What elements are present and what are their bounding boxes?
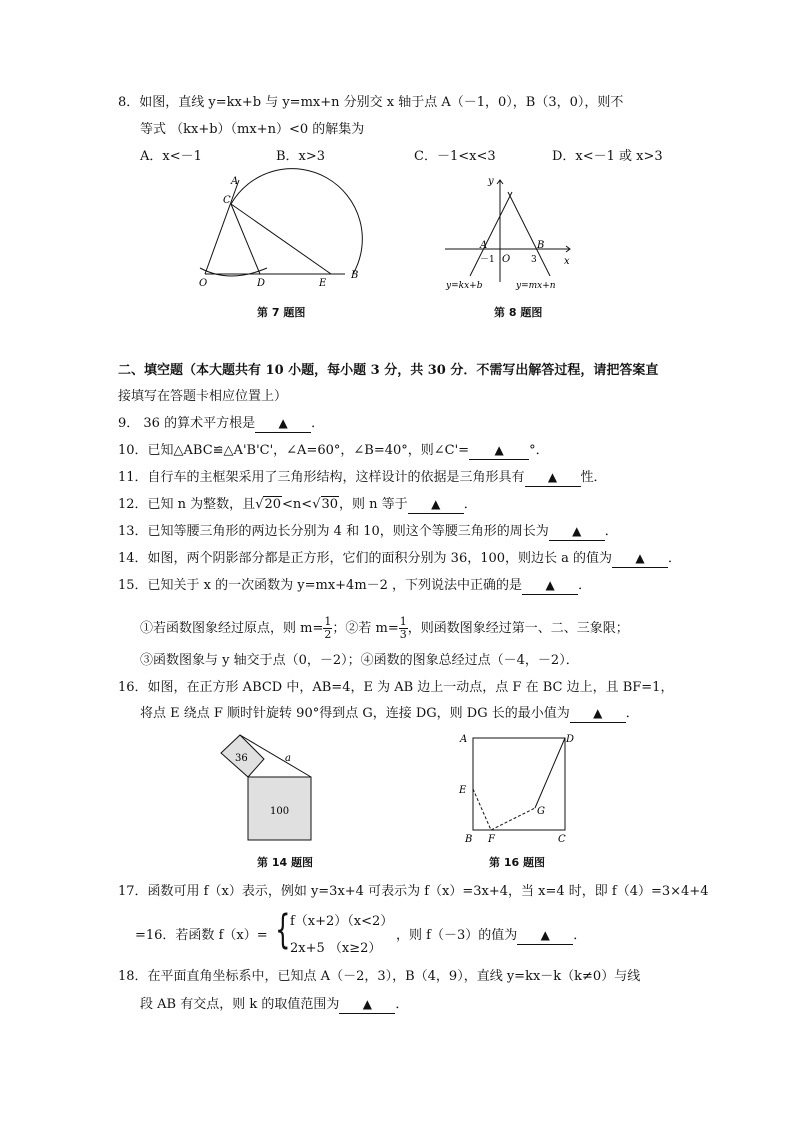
fig14-label-a: a [285, 753, 291, 764]
fig8-label-line2: y=mx+n [516, 281, 556, 291]
fig8-label-a: A [480, 240, 488, 251]
q17-answer-blank[interactable]: ▲ [517, 927, 573, 945]
section2-line1: 二、填空题（本大题共有 10 小题，每小题 3 分，共 30 分．不需写出解答过程，请把答案直 [118, 363, 659, 378]
q8-line2: 等式 （kx+b）（mx+n）<0 的解集为 [140, 122, 365, 137]
fig16-label-a: A [460, 734, 468, 745]
figure-16 [452, 728, 587, 848]
q8-line1: 8．如图，直线 y=kx+b 与 y=mx+n 分别交 x 轴于点 A（－1，0），B（3，0），则不 [118, 95, 624, 110]
fig7-arc-large [231, 169, 362, 274]
q14: 14．如图，两个阴影部分都是正方形，它们的面积分别为 36，100，则边长 a 的值为 ▲ ． [118, 551, 682, 566]
q10-answer-blank[interactable]: ▲ [469, 442, 529, 460]
q9: 9． 36 的算术平方根是 ▲ ． [118, 416, 325, 431]
fig16-label-e: E [459, 785, 467, 796]
fig8-label-neg1: －1 [480, 255, 495, 265]
q16-answer-blank[interactable]: ▲ [570, 705, 626, 723]
fig16-line-dg [535, 738, 565, 808]
fig7-line-oa [205, 180, 239, 274]
fig8-label-y: y [488, 176, 494, 187]
fig8-label-line1: y=kx+b [446, 281, 483, 291]
fig7-caption: 第 7 题图 [257, 306, 306, 319]
figure-7 [195, 172, 370, 292]
fig16-label-f: F [488, 834, 495, 845]
figure-14 [215, 730, 325, 845]
q15-statements-1: ①若函数图象经过原点，则 m= $\frac{1}{2}$ ；②若 m= $\frac{1}{3}$ ，则函数图象经过第一、二、三象限； [140, 615, 629, 641]
fig16-label-c: C [558, 834, 566, 845]
q16-line1: 16．如图，在正方形 ABCD 中，AB=4，E 为 AB 边上一动点，点 F 在 BC 边上，且 BF=1， [118, 680, 674, 695]
q8-option-c: C．－1<x<3 [414, 149, 496, 164]
q15-answer-blank[interactable]: ▲ [522, 577, 578, 595]
fig14-label-100: 100 [270, 806, 290, 817]
fig14-caption: 第 14 题图 [257, 856, 313, 869]
q18-line1: 18．在平面直角坐标系中，已知点 A（－2，3），B（4，9），直线 y=kx－k（k≠0）与线 [118, 969, 641, 984]
q17-pre: =16．若函数 f（x）= [135, 928, 268, 943]
q17-case2: 2x+5 （x≥2） [290, 941, 382, 956]
q15-statements-2: ③函数图象与 y 轴交于点（0，－2）；④函数的图象总经过点（－4，－2）． [140, 653, 579, 668]
q8-option-b: B．x>3 [276, 149, 326, 164]
q13-answer-blank[interactable]: ▲ [549, 523, 605, 541]
q8-option-a: A．x<－1 [140, 149, 202, 164]
q15: 15．已知关于 x 的一次函数为 y=mx+4m－2 ，下列说法中正确的是 ▲ ． [118, 578, 592, 593]
q13: 13．已知等腰三角形的两边长分别为 4 和 10，则这个等腰三角形的周长为 ▲ ． [118, 524, 618, 539]
fig8-line-mx-n [508, 192, 550, 276]
fig16-dashed-efg [473, 789, 535, 830]
fig16-caption: 第 16 题图 [489, 856, 545, 869]
fig16-label-d: D [566, 734, 575, 745]
q10: 10．已知△ABC≌△A'B'C'，∠A=60°，∠B=40°，则∠C'= ▲ °． [118, 443, 549, 458]
q18-answer-blank[interactable]: ▲ [339, 996, 395, 1014]
q17-post: ，则 f（－3）的值为 ▲ ． [396, 928, 587, 943]
q17-line1: 17．函数可用 f（x）表示，例如 y=3x+4 可表示为 f（x）=3x+4，当 x=4 时，即 f（4）=3×4+4 [118, 884, 709, 899]
q12: 12．已知 n 为整数，且√20<n<√30，则 n 等于 ▲ ． [118, 497, 477, 512]
fig16-label-b: B [465, 834, 473, 845]
fig7-label-a: A [231, 176, 239, 187]
fig14-label-36: 36 [235, 753, 248, 764]
q16-line2: 将点 E 绕点 F 顺时针旋转 90°得到点 G，连接 DG，则 DG 长的最小值为 ▲ ． [140, 706, 639, 721]
q11-answer-blank[interactable]: ▲ [525, 469, 581, 487]
section2-line2: 接填写在答题卡相应位置上） [118, 389, 288, 404]
fig7-label-e: E [319, 278, 327, 289]
fig8-label-3: 3 [531, 255, 537, 265]
q14-answer-blank[interactable]: ▲ [612, 550, 668, 568]
q18-line2: 段 AB 有交点，则 k 的取值范围为 ▲ ． [140, 997, 409, 1012]
fig7-label-o: O [199, 278, 208, 289]
q9-answer-blank[interactable]: ▲ [255, 415, 311, 433]
q11: 11．自行车的主框架采用了三角形结构，这样设计的依据是三角形具有 ▲ 性． [118, 470, 607, 485]
fig8-label-x: x [564, 256, 570, 267]
q17-brace: { [275, 907, 291, 953]
fig8-label-o: O [502, 254, 511, 265]
fig7-arc-small [200, 268, 267, 276]
figure-8 [440, 172, 580, 297]
fig7-label-d: D [257, 278, 266, 289]
fig16-label-g: G [537, 806, 545, 817]
fig7-label-c: C [223, 195, 231, 206]
fig8-caption: 第 8 题图 [494, 306, 543, 319]
q8-option-d: D．x<－1 或 x>3 [552, 149, 663, 164]
fig7-label-b: B [351, 270, 359, 281]
fig8-label-b: B [537, 240, 545, 251]
q12-answer-blank[interactable]: ▲ [408, 496, 464, 514]
q17-case1: f（x+2）（x<2） [290, 914, 394, 929]
